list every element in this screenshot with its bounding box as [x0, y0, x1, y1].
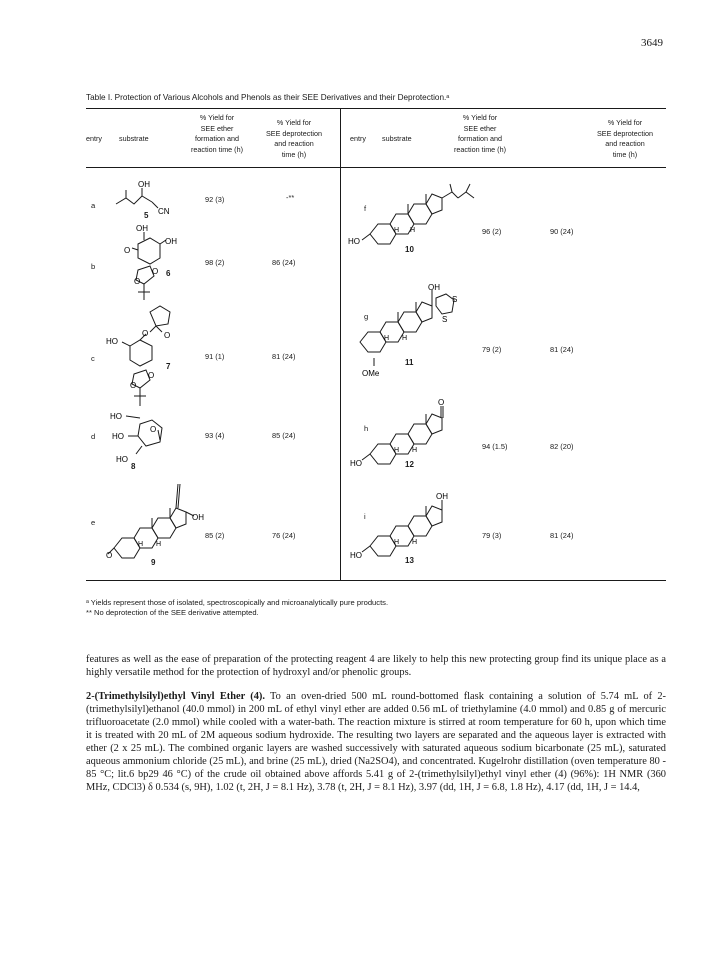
label-h: H [412, 447, 418, 454]
body-paragraph-2 [86, 690, 666, 794]
row-g-entry: g [364, 312, 369, 321]
row-f-formation: 96 (2) [482, 227, 502, 236]
row-b-formation: 98 (2) [205, 258, 225, 267]
label-h: H [410, 227, 416, 234]
compound-9-label: 9 [151, 558, 156, 567]
compound-13-label: 13 [405, 556, 414, 565]
row-d-deprotection: 85 (24) [272, 431, 296, 440]
label-o: O [164, 331, 171, 340]
label-s: S [452, 295, 458, 304]
structure-9 [106, 478, 206, 568]
structure-7 [100, 302, 190, 412]
row-f-entry: f [364, 204, 367, 213]
label-h: H [394, 539, 400, 546]
label-o: O [142, 329, 149, 338]
label-o: O [152, 267, 159, 276]
label-ho: HO [350, 551, 362, 560]
compound-11-label: 11 [405, 358, 414, 367]
label-h: H [138, 541, 144, 548]
footnote-b: ** No deprotection of the SEE derivative attempted. [86, 608, 259, 617]
label-o: O [124, 246, 131, 255]
row-g-deprotection: 81 (24) [550, 345, 574, 354]
label-oh: OH [428, 283, 440, 292]
table-bottom-rule [86, 580, 666, 581]
label-o: O [106, 551, 113, 560]
row-h-formation: 94 (1.5) [482, 442, 508, 451]
table-column-divider [340, 108, 341, 581]
row-a-entry: a [91, 201, 96, 210]
procedure-body: To an oven-dried 500 mL round-bottomed flask containing a solution of 5.74 mL of 2-(trimethylsilyl)ethanol (40.0 mmol) in 200 mL of ethyl vinyl ether are added 0.56 mL of triethylamine (4.0 mmol) and 0.85 g of mercuric trifluoroacetate (2.0 mmol) while cooled with a water-bath. The reaction mixture is stirred at room temperature for 60 h, upon which time it is treated with 20 mL of 2M aqueous sodium hydroxide. The resulting two layers are separated and the aqueous layer is extracted with ether (2 x 25 mL). The combined organic layers are washed successively with saturated aqueous sodium bicarbonate (25 mL), saturated aqueous ammonium chloride (25 mL), and brine (25 mL), dried (Na2SO4), and concentrated. Kugelrohr distillation (oven temperature 80 - 85 °C; lit.6 bp29 46 °C) of the crude oil obtained above affords 5.41 g of 2-(trimethylsilyl)ethyl vinyl ether (4) (96%): 1H NMR (360 MHz, CDCl3) δ 0.534 (s, 9H), 1.02 (t, 2H, J = 8.1 Hz), 3.78 (t, 2H, J = 8.1 Hz), 3.97 (dd, 1H, J = 6.8, 1.8 Hz), 4.17 (dd, 1H, J = 14.4, [86, 691, 666, 793]
row-c-formation: 91 (1) [205, 352, 225, 361]
table-footnotes [86, 598, 388, 618]
row-a-deprotection: -** [286, 193, 295, 202]
label-h: H [412, 539, 418, 546]
row-e-entry: e [91, 518, 96, 527]
label-ho: HO [106, 337, 118, 346]
row-i-deprotection: 81 (24) [550, 531, 574, 540]
label-ho: HO [116, 455, 128, 464]
row-a-formation: 92 (3) [205, 195, 225, 204]
label-oh: OH [138, 180, 150, 189]
label-ho: HO [348, 237, 360, 246]
compound-7-label: 7 [166, 362, 171, 371]
structure-6 [108, 222, 188, 304]
header-substrate-left: substrate [119, 134, 149, 143]
structure-8 [106, 408, 186, 470]
label-ome: OMe [362, 369, 380, 378]
header-deprotection-right: % Yield for SEE deprotection and reaction time (h) [597, 118, 653, 159]
label-oh: OH [136, 224, 148, 233]
label-ho: HO [110, 412, 122, 421]
row-d-formation: 93 (4) [205, 431, 225, 440]
structure-11 [352, 278, 472, 384]
compound-8-label: 8 [131, 462, 136, 471]
label-ho: HO [112, 432, 124, 441]
label-o: O [150, 425, 157, 434]
label-o: O [130, 381, 137, 390]
row-c-deprotection: 81 (24) [272, 352, 296, 361]
label-h: H [394, 227, 400, 234]
label-h: H [156, 541, 162, 548]
row-f-deprotection: 90 (24) [550, 227, 574, 236]
header-substrate-right: substrate [382, 134, 412, 143]
table-caption: Table I. Protection of Various Alcohols and Phenols as their SEE Derivatives and their Deprotection.ᵃ [86, 93, 450, 102]
row-i-formation: 79 (3) [482, 531, 502, 540]
compound-12-label: 12 [405, 460, 414, 469]
label-h: H [394, 447, 400, 454]
row-h-deprotection: 82 (20) [550, 442, 574, 451]
label-oh: OH [165, 237, 177, 246]
row-i-entry: i [364, 512, 366, 521]
label-cn: CN [158, 207, 170, 216]
row-b-deprotection: 86 (24) [272, 258, 296, 267]
footnote-a: ᵃ Yields represent those of isolated, spectroscopically and microanalytically pure products. [86, 598, 389, 607]
row-b-entry: b [91, 262, 96, 271]
page-number: 3649 [641, 37, 663, 49]
row-g-formation: 79 (2) [482, 345, 502, 354]
table-top-rule [86, 108, 666, 109]
header-entry-right: entry [350, 134, 366, 143]
row-e-formation: 85 (2) [205, 531, 225, 540]
label-h: H [402, 335, 408, 342]
header-entry-left: entry [86, 134, 102, 143]
compound-6-label: 6 [166, 269, 171, 278]
label-o: O [148, 371, 155, 380]
header-deprotection-left: % Yield for SEE deprotection and reaction time (h) [266, 118, 322, 159]
header-formation-left: % Yield for SEE ether formation and reaction time (h) [191, 113, 243, 154]
row-h-entry: h [364, 424, 369, 433]
label-o: O [134, 277, 141, 286]
compound-10-label: 10 [405, 245, 414, 254]
row-e-deprotection: 76 (24) [272, 531, 296, 540]
row-c-entry: c [91, 354, 95, 363]
header-formation-right: % Yield for SEE ether formation and reaction time (h) [454, 113, 506, 154]
label-oh: OH [192, 513, 204, 522]
label-h: H [384, 335, 390, 342]
label-s: S [442, 315, 448, 324]
body-paragraph-1: features as well as the ease of preparation of the protecting reagent 4 are likely to help this new protecting group find its unique place as a highly versatile method for the protection of hydroxyl and/or phenolic groups. [86, 654, 666, 678]
compound-5-label: 5 [144, 211, 149, 220]
procedure-heading: 2-(Trimethylsilyl)ethyl Vinyl Ether (4). [86, 691, 265, 702]
label-ho: HO [350, 459, 362, 468]
label-o: O [438, 398, 445, 407]
row-d-entry: d [91, 432, 96, 441]
table-header-rule [86, 167, 666, 168]
label-oh: OH [436, 492, 448, 501]
structure-13 [350, 490, 460, 566]
